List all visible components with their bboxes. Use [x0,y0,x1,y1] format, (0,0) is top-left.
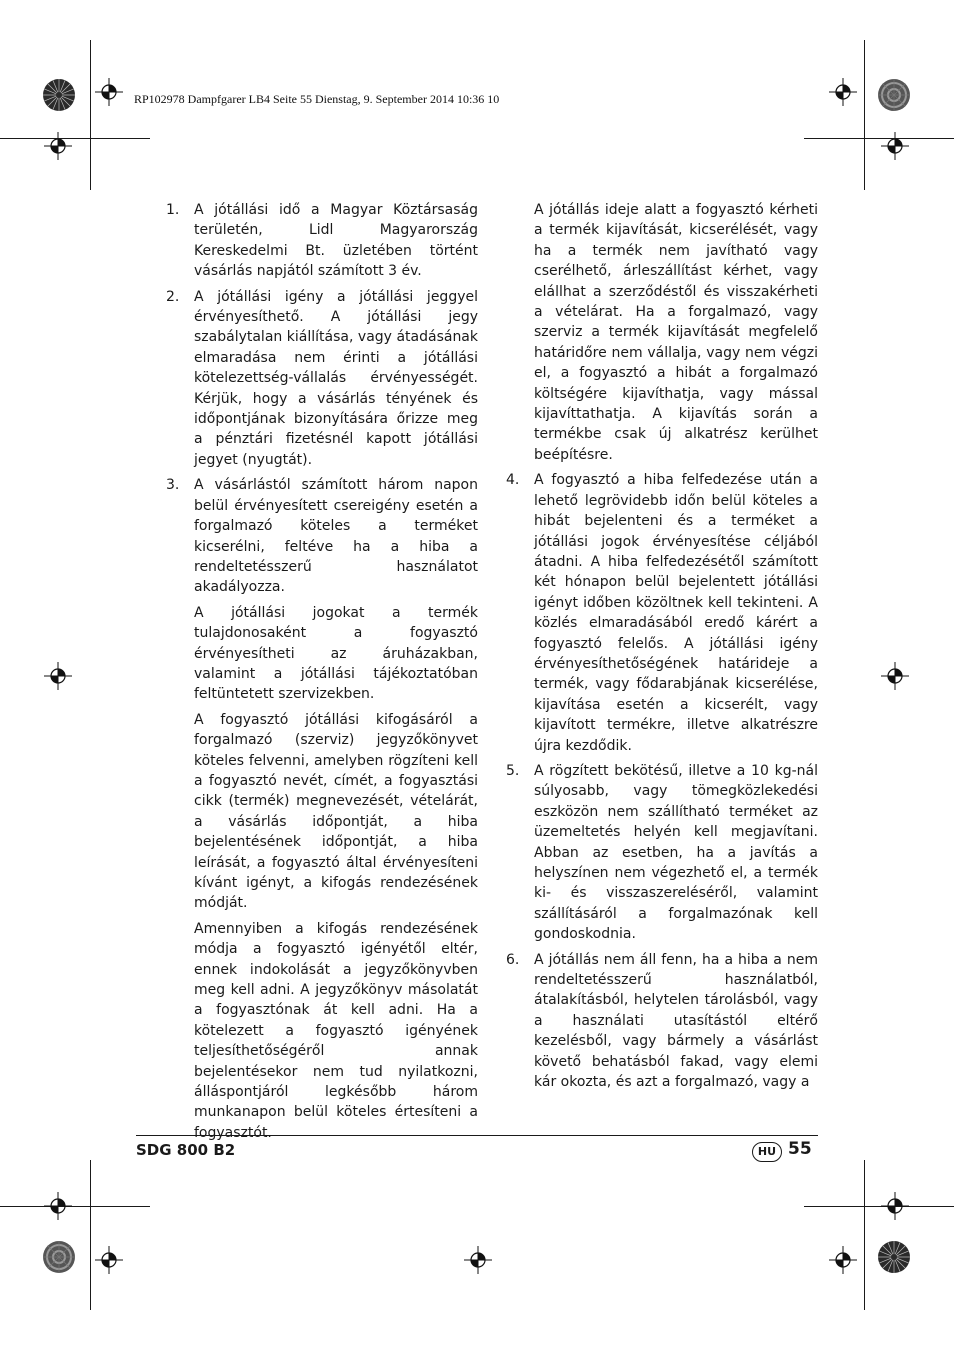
lead-paragraph: A jótállás ideje alatt a fogyasztó kérheti a termék kijavítását, kicserélését, vagy ha a termék nem javítható vagy cserélhető, árleszállítást kérhet, vagy elállhat a szerződéstől és visszakérheti a vételárat. Ha a forgalmazó, vagy szerviz a termék kijavítását megfelelő határidőre nem vállalja, vagy nem végzi el, a fogyasztó a hibát a forgalmazó költségére kijavíthatja, vagy mással kijavíttathatja. A kijavítás során a termékbe csak új alkatrész kerülhet beépítésre. [534,202,818,463]
trim-line [864,1160,865,1310]
paragraph: A fogyasztó a hiba felfedezése után a lehető legrövidebb időn belül köteles a hibát bejelenteni és a terméket a jótállási jogok érvényesítése céljából átadni. A hiba felfedezésétől számított két hónapon belül bejelentett jótállási igényt időben közöltnek kell tekinteni. A közlés elmaradásából eredő kárért a fogyasztó felelős. A jótállási igény érvényesíthetőségének határideje a termék, vagy fődarabjának kicserélése, kijavítása esetén a kicserélt, vagy kijavított termékre, illetve alkatrészre újra kezdődik. [534,472,818,754]
item-number: 5. [506,762,520,779]
left-column [136,200,478,1148]
trim-line [0,1206,150,1207]
item-number: 3. [166,477,180,494]
paragraph: A vásárlástól számított három napon belül érvényesített csereigény esetén a forgalmazó köteles a terméket kicserélni, feltéve ha a hiba a rendeltetésszerű használatot akadályozza. [194,477,478,596]
registration-mark-icon [95,1246,123,1274]
footer-rule [136,1135,818,1136]
registration-mark-icon [829,78,857,106]
list-item [136,475,478,1143]
list-item [476,761,818,945]
registration-mark-icon [881,1192,909,1220]
item-number: 1. [166,202,180,218]
registration-mark-icon [881,132,909,160]
list-item [136,287,478,471]
registration-mark-icon [464,1246,492,1274]
item-number: 2. [166,288,180,305]
registration-mark-icon [881,662,909,690]
registration-mark-icon [829,1246,857,1274]
paragraph: A fogyasztó jótállási kifogásáról a forgalmazó (szerviz) jegyzőkönyvet köteles felvenni, amelyben rögzíteni kell a fogyasztó nevét, címét, a fogyasztási cikk (termék) megnevezését, vételárát, a vásárlás időpontját, a hiba bejelentésének időpontját, a hiba leírását, a fogyasztó által érvényesíteni kívánt igényt, a kifogás rendezésének módját. [194,711,478,912]
print-header: RP102978 Dampfgarer LB4 Seite 55 Dienstag, 9. September 2014 10:36 10 [134,92,500,106]
paragraph: A jótállási igény a jótállási jeggyel érvényesíthető. A jótállási jegy szabálytalan kiállítása, vagy átadásának elmaradása nem érinti a jótállási kötelezettség-vállalás érvényességét. Kérjük, hogy a vásárlás tényének és időpontjának bizonyítására őrizze meg a pénztári fizetésnél kapott jótállási jegyet (nyugtát). [194,288,478,468]
item-number: 4. [506,472,520,489]
paragraph: Amennyiben a kifogás rendezésének módja a fogyasztó igényétől eltér, ennek indokolását a jegyzőkönyvben meg kell adni. A jegyzőkönyv másolatát a fogyasztónak át kell adni. Ha a kötelezett a fogyasztó igényének teljesíthetőségéről annak bejelentésekor nem tud nyilatkozni, álláspontjáról legkésőbb három munkanapon belül köteles értesíteni a fogyasztót. [194,920,478,1141]
registration-mark-icon [44,132,72,160]
paragraph: A jótállási jogokat a termék tulajdonosaként a fogyasztó érvényesítheti az áruházakban, valamint a jótállási tájékoztatóban feltüntetett szervizekben. [194,604,478,703]
starburst-mark-icon [877,1240,911,1274]
starburst-mark-icon [877,78,911,112]
page-number: 55 [788,1139,812,1159]
registration-mark-icon [44,662,72,690]
list-item [136,200,478,282]
trim-line [804,138,954,139]
trim-line [864,40,865,190]
trim-line [90,40,91,190]
footer-model: SDG 800 B2 [136,1141,236,1159]
paragraph: A jótállási idő a Magyar Köztársaság területén, Lidl Magyarország Kereskedelmi Bt. üzletében történt vásárlás napjától számított 3 év. [194,202,478,280]
registration-mark-icon [44,1192,72,1220]
paragraph: A rögzített bekötésű, illetve a 10 kg-nál súlyosabb, vagy tömegközlekedési eszközön nem szállítható terméket az üzemeltetés helyén kell megjavítani. Abban az esetben, ha a javítás a helyszínen nem végezhető el, a termék ki- és visszaszereléséről, valamint szállításáról a forgalmazónak kell gondoskodnia. [534,762,818,943]
trim-line [90,1160,91,1310]
registration-mark-icon [95,78,123,106]
paragraph: A jótállás nem áll fenn, ha a hiba a nem rendeltetésszerű használatból, átalakításból, helytelen tárolásból, vagy a használati utasítástól eltérő kezelésből, vagy bármely a vásárlást követő behatásból fakad, vagy elemi kár okozta, és azt a forgalmazó, vagy a [534,951,818,1091]
language-badge: HU [752,1142,782,1162]
starburst-mark-icon [42,78,76,112]
item-number: 6. [506,951,520,968]
starburst-mark-icon [42,1240,76,1274]
right-column [476,200,818,1097]
trim-line [0,138,150,139]
trim-line [804,1206,954,1207]
list-item [476,950,818,1093]
list-item [476,470,818,756]
